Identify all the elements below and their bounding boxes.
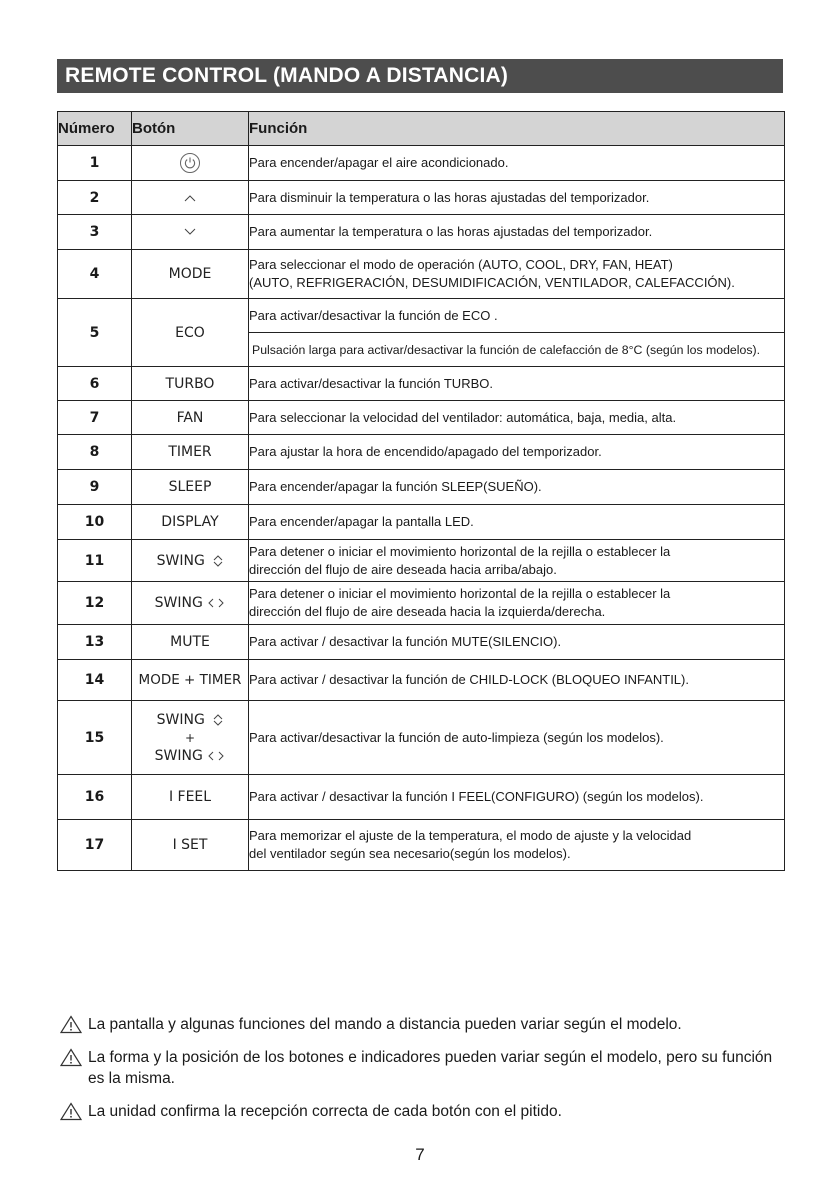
button-label-i-set: I SET: [132, 820, 249, 871]
function-text: Para activar / desactivar la función MUTE(SILENCIO).: [249, 634, 562, 649]
function-cell: [249, 470, 785, 505]
function-cell: [249, 333, 785, 367]
button-label-swing: SWING: [154, 747, 203, 764]
table-row: [58, 775, 785, 820]
button-cell: [132, 215, 249, 250]
function-text: Para seleccionar el modo de operación (AUTO, COOL, DRY, FAN, HEAT): [249, 257, 673, 272]
table-row: [58, 146, 785, 181]
note-text: La forma y la posición de los botones e indicadores pueden variar según el modelo, pero su función es la misma.: [88, 1049, 773, 1087]
row-number: 4: [58, 250, 132, 299]
function-text: (AUTO, REFRIGERACIÓN, DESUMIDIFICACIÓN, VENTILADOR, CALEFACCIÓN).: [249, 275, 735, 290]
function-text: Para activar/desactivar la función TURBO.: [249, 375, 493, 391]
warning-icon: [60, 1015, 82, 1034]
function-text: Para activar / desactivar la función de CHILD-LOCK (BLOQUEO INFANTIL).: [249, 672, 689, 687]
table-row: [58, 582, 785, 625]
header-function: Función: [249, 112, 785, 146]
button-label-timer: TIMER: [132, 435, 249, 470]
row-number: 1: [58, 146, 132, 181]
row-number: 13: [58, 625, 132, 660]
table-row: [58, 367, 785, 401]
note-text: La pantalla y algunas funciones del mando a distancia pueden variar según el modelo.: [88, 1016, 682, 1033]
button-label-mode-timer: MODE + TIMER: [132, 660, 249, 701]
function-text: dirección del flujo de aire deseada hacia arriba/abajo.: [249, 561, 557, 577]
button-label-swing: SWING: [156, 711, 205, 728]
function-cell: [249, 299, 785, 333]
row-number: 11: [58, 540, 132, 582]
chevron-down-icon: [184, 228, 196, 236]
swing-up-down-icon: [213, 554, 223, 568]
button-cell: [132, 540, 249, 582]
table-row: [58, 250, 785, 299]
swing-up-down-icon: [213, 713, 223, 727]
function-cell: [249, 582, 785, 625]
button-label-fan: FAN: [132, 401, 249, 435]
note-item: [60, 1047, 780, 1089]
function-cell: [249, 505, 785, 540]
function-text: Para detener o iniciar el movimiento horizontal de la rejilla o establecer la: [249, 543, 671, 559]
button-label-mute: MUTE: [132, 625, 249, 660]
function-cell: [249, 435, 785, 470]
table-row: [58, 401, 785, 435]
function-cell: [249, 660, 785, 701]
function-text: Para encender/apagar la función SLEEP(SUEÑO).: [249, 479, 542, 494]
swing-left-right-icon: [207, 751, 225, 761]
function-cell: [249, 250, 785, 299]
function-cell: [249, 181, 785, 215]
row-number: 8: [58, 435, 132, 470]
function-text: Para seleccionar la velocidad del ventilador: automática, baja, media, alta.: [249, 409, 677, 425]
button-cell: [132, 146, 249, 181]
row-number: 2: [58, 181, 132, 215]
row-number: 15: [58, 701, 132, 775]
function-cell: [249, 775, 785, 820]
function-cell: [249, 146, 785, 181]
function-cell: [249, 701, 785, 775]
row-number: 14: [58, 660, 132, 701]
function-cell: [249, 540, 785, 582]
function-text: Para activar / desactivar la función I FEEL(CONFIGURO) (según los modelos).: [249, 789, 704, 804]
button-label-turbo: TURBO: [132, 367, 249, 401]
power-icon: [180, 153, 200, 173]
chevron-up-icon: [184, 194, 196, 202]
table-header-row: [58, 112, 785, 146]
table-row: [58, 299, 785, 333]
button-cell: [132, 181, 249, 215]
table-row: [58, 215, 785, 250]
function-text: Pulsación larga para activar/desactivar la función de calefacción de 8°C (según los modelos).: [252, 342, 760, 357]
button-combo: [132, 711, 248, 765]
table-row: [58, 625, 785, 660]
function-cell: [249, 401, 785, 435]
function-text: Para detener o iniciar el movimiento horizontal de la rejilla o establecer la: [249, 586, 671, 601]
function-cell: [249, 367, 785, 401]
page-title: REMOTE CONTROL (MANDO A DISTANCIA): [57, 59, 783, 93]
table-row: [58, 435, 785, 470]
function-text: dirección del flujo de aire deseada hacia la izquierda/derecha.: [249, 604, 606, 619]
warning-icon: [60, 1102, 82, 1121]
note-item: [60, 1014, 780, 1035]
table-row: [58, 470, 785, 505]
function-text: Para encender/apagar la pantalla LED.: [249, 514, 474, 529]
function-text: Para ajustar la hora de encendido/apagado del temporizador.: [249, 444, 602, 459]
notes-list: [60, 1014, 780, 1134]
button-label-i-feel: I FEEL: [132, 775, 249, 820]
page-number: 7: [415, 1145, 425, 1164]
table-row: [58, 660, 785, 701]
header-button: Botón: [132, 112, 249, 146]
button-label-sleep: SLEEP: [132, 470, 249, 505]
row-number: 5: [58, 299, 132, 367]
button-label-eco: ECO: [132, 299, 249, 367]
header-number: Número: [58, 112, 132, 146]
table-row: [58, 181, 785, 215]
function-cell: [249, 625, 785, 660]
function-text: Para encender/apagar el aire acondicionado.: [249, 155, 509, 170]
button-label-swing: SWING: [154, 595, 203, 611]
row-number: 9: [58, 470, 132, 505]
row-number: 6: [58, 367, 132, 401]
function-text: Para activar/desactivar la función de ECO .: [249, 307, 498, 323]
function-text: Para memorizar el ajuste de la temperatura, el modo de ajuste y la velocidad: [249, 828, 692, 843]
row-number: 12: [58, 582, 132, 625]
function-text: Para aumentar la temperatura o las horas ajustadas del temporizador.: [249, 224, 653, 239]
row-number: 16: [58, 775, 132, 820]
function-cell: [249, 820, 785, 871]
function-text: Para activar/desactivar la función de auto-limpieza (según los modelos).: [249, 729, 664, 745]
button-cell: [132, 582, 249, 625]
table-row: [58, 540, 785, 582]
row-number: 10: [58, 505, 132, 540]
table-row: [58, 701, 785, 775]
warning-icon: [60, 1048, 82, 1067]
function-cell: [249, 215, 785, 250]
table-row: [58, 820, 785, 871]
button-label-swing: SWING: [156, 552, 205, 569]
function-text: del ventilador según sea necesario(según los modelos).: [249, 846, 571, 861]
remote-control-table: [57, 111, 785, 871]
function-text: Para disminuir la temperatura o las horas ajustadas del temporizador.: [249, 189, 650, 205]
row-number: 3: [58, 215, 132, 250]
note-text: La unidad confirma la recepción correcta de cada botón con el pitido.: [88, 1103, 562, 1120]
table-row: [58, 505, 785, 540]
button-label-mode: MODE: [132, 250, 249, 299]
row-number: 7: [58, 401, 132, 435]
swing-left-right-icon: [207, 598, 225, 608]
plus-sign: +: [184, 730, 196, 745]
button-label-display: DISPLAY: [132, 505, 249, 540]
button-cell: [132, 701, 249, 775]
row-number: 17: [58, 820, 132, 871]
note-item: [60, 1101, 780, 1122]
